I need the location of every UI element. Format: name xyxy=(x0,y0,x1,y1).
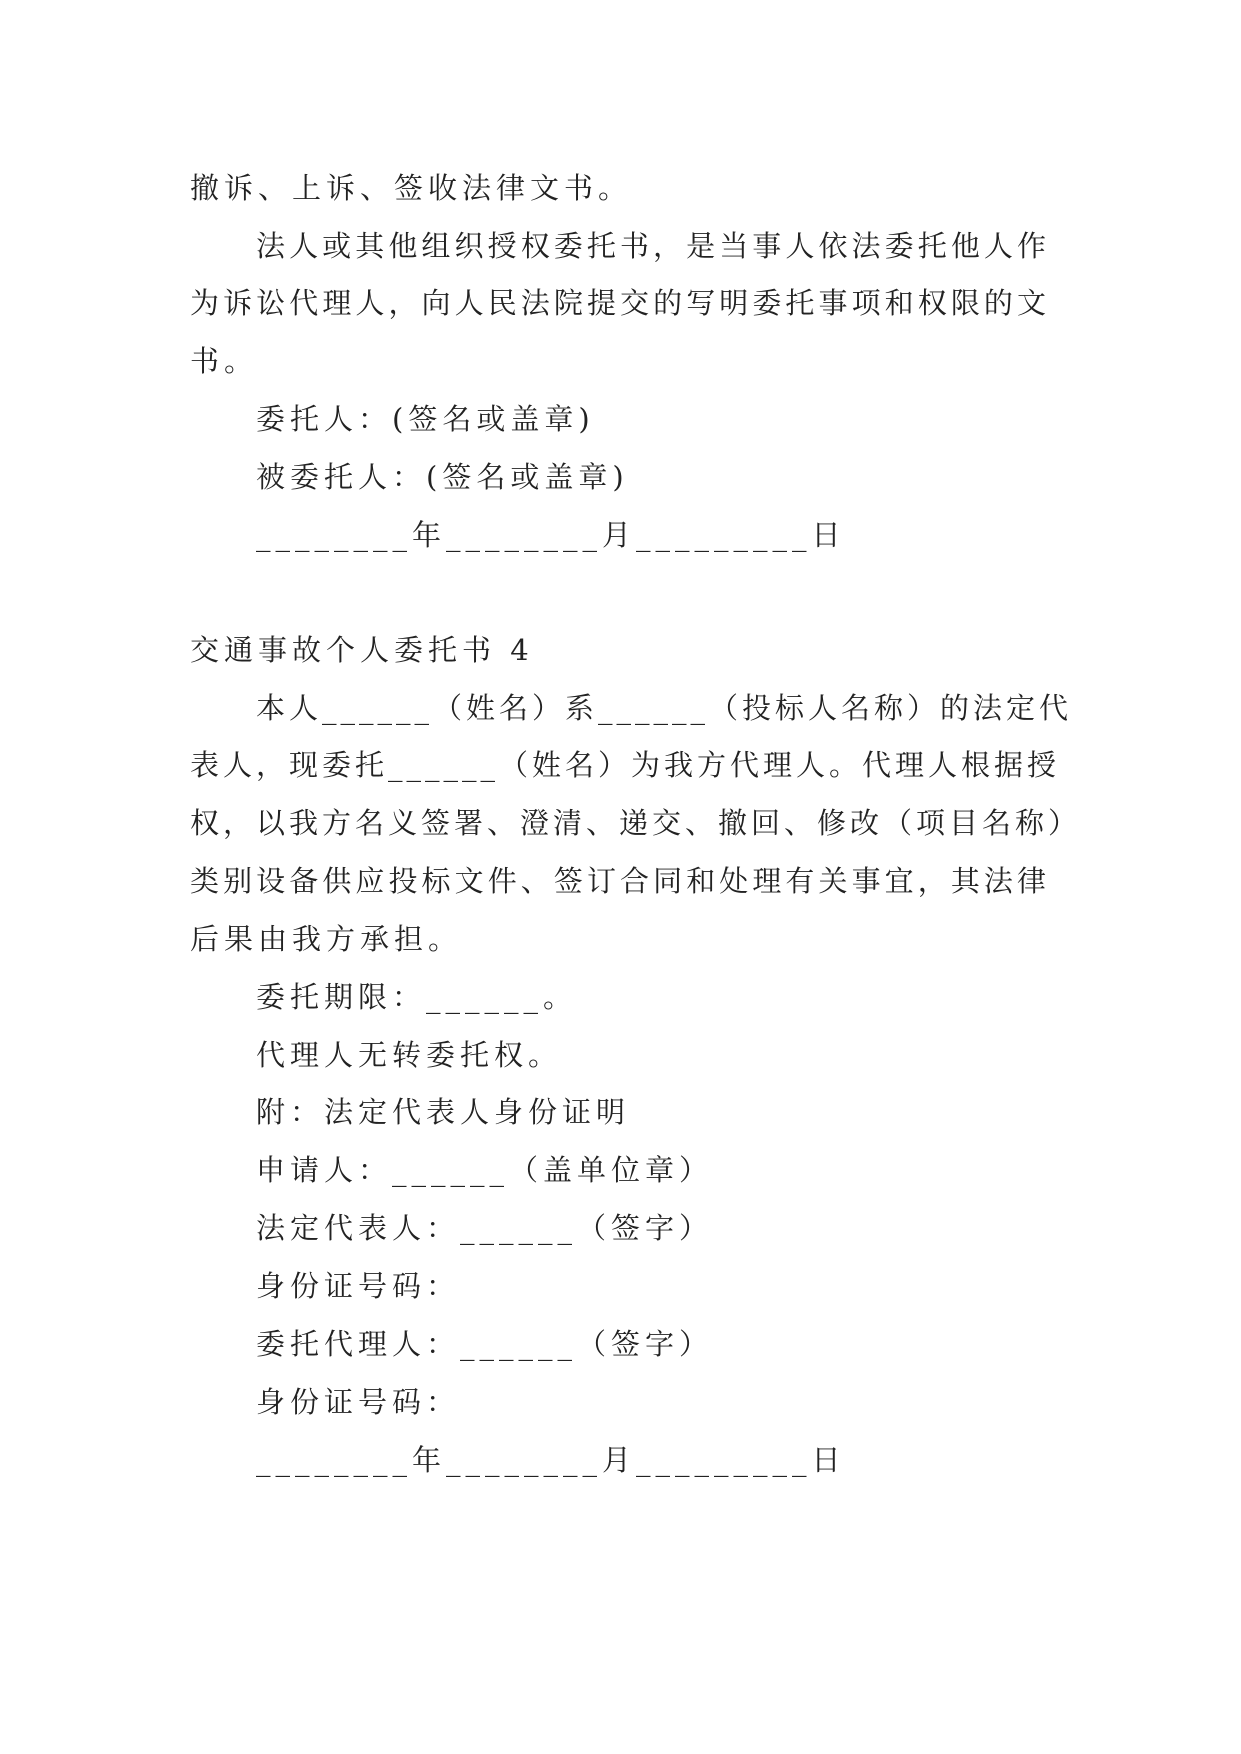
id-number-line: 身份证号码： xyxy=(256,1269,461,1303)
continued-line: 撤诉、上诉、签收法律文书。 xyxy=(190,171,633,205)
body-line: 类别设备供应投标文件、签订合同和处理有关事宜，其法律 xyxy=(190,864,1050,898)
no-subdelegation-line: 代理人无转委托权。 xyxy=(256,1038,563,1072)
applicant-line: 申请人：______（盖单位章） xyxy=(256,1153,714,1187)
term-line: 委托期限：______。 xyxy=(256,980,578,1014)
entrusted-agent-line: 委托代理人：______（签字） xyxy=(256,1327,714,1361)
paragraph-line: 为诉讼代理人，向人民法院提交的写明委托事项和权限的文 xyxy=(190,286,1050,320)
section-title: 交通事故个人委托书 4 xyxy=(190,633,534,667)
paragraph-line: 法人或其他组织授权委托书，是当事人依法委托他人作 xyxy=(256,229,1050,263)
legal-representative-line: 法定代表人：______（签字） xyxy=(256,1211,714,1245)
id-number-line: 身份证号码： xyxy=(256,1385,461,1419)
principal-signature-line: 委托人：(签名或盖章) xyxy=(256,402,595,436)
agent-signature-line: 被委托人：(签名或盖章) xyxy=(256,460,629,494)
body-line: 后果由我方承担。 xyxy=(190,922,463,956)
paragraph-line: 书。 xyxy=(190,344,259,378)
body-line: 权，以我方名义签署、澄清、递交、撤回、修改（项目名称） xyxy=(190,806,1082,840)
body-line: 本人______（姓名）系______（投标人名称）的法定代 xyxy=(256,691,1073,725)
attachment-line: 附：法定代表人身份证明 xyxy=(256,1095,631,1129)
date-line: ________年________月_________日 xyxy=(256,518,846,552)
date-line: ________年________月_________日 xyxy=(256,1443,846,1477)
body-line: 表人，现委托______（姓名）为我方代理人。代理人根据授 xyxy=(190,748,1061,782)
